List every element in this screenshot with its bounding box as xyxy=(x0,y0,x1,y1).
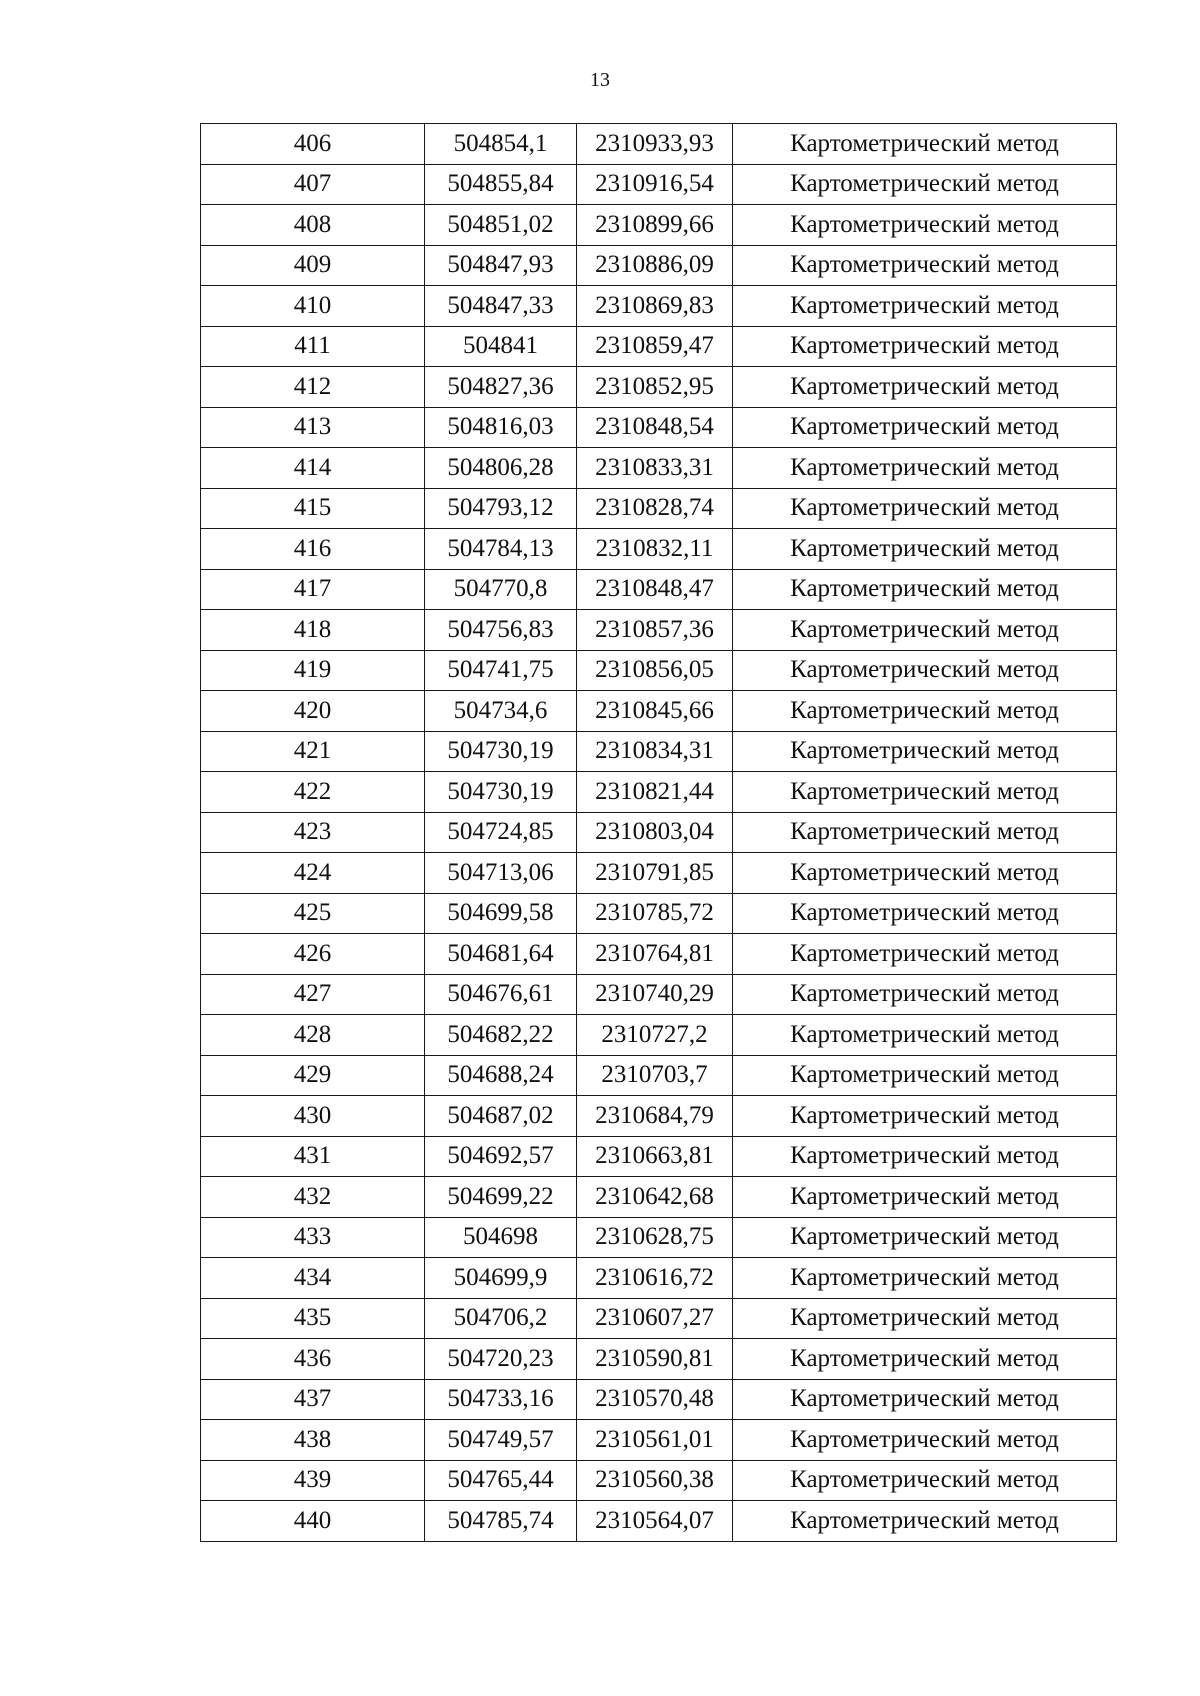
method-cell: Картометрический метод xyxy=(733,1379,1117,1420)
table-row xyxy=(201,934,1117,975)
table-row xyxy=(201,650,1117,691)
method-cell: Картометрический метод xyxy=(733,1055,1117,1096)
point-number-cell: 432 xyxy=(201,1177,425,1218)
method-cell: Картометрический метод xyxy=(733,853,1117,894)
x-coordinate-cell: 504854,1 xyxy=(425,124,577,165)
point-number-cell: 415 xyxy=(201,488,425,529)
y-coordinate-cell: 2310933,93 xyxy=(577,124,733,165)
point-number-cell: 421 xyxy=(201,731,425,772)
x-coordinate-cell: 504720,23 xyxy=(425,1339,577,1380)
x-coordinate-cell: 504698 xyxy=(425,1217,577,1258)
method-cell: Картометрический метод xyxy=(733,1217,1117,1258)
x-coordinate-cell: 504741,75 xyxy=(425,650,577,691)
method-cell: Картометрический метод xyxy=(733,1258,1117,1299)
table-row xyxy=(201,1379,1117,1420)
x-coordinate-cell: 504733,16 xyxy=(425,1379,577,1420)
table-row xyxy=(201,812,1117,853)
table-row xyxy=(201,1298,1117,1339)
y-coordinate-cell: 2310564,07 xyxy=(577,1501,733,1542)
method-cell: Картометрический метод xyxy=(733,650,1117,691)
x-coordinate-cell: 504699,9 xyxy=(425,1258,577,1299)
y-coordinate-cell: 2310869,83 xyxy=(577,286,733,327)
method-cell: Картометрический метод xyxy=(733,731,1117,772)
y-coordinate-cell: 2310727,2 xyxy=(577,1015,733,1056)
point-number-cell: 423 xyxy=(201,812,425,853)
y-coordinate-cell: 2310886,09 xyxy=(577,245,733,286)
y-coordinate-cell: 2310740,29 xyxy=(577,974,733,1015)
y-coordinate-cell: 2310859,47 xyxy=(577,326,733,367)
y-coordinate-cell: 2310845,66 xyxy=(577,691,733,732)
y-coordinate-cell: 2310616,72 xyxy=(577,1258,733,1299)
point-number-cell: 420 xyxy=(201,691,425,732)
table-row xyxy=(201,1136,1117,1177)
method-cell: Картометрический метод xyxy=(733,1136,1117,1177)
y-coordinate-cell: 2310848,47 xyxy=(577,569,733,610)
method-cell: Картометрический метод xyxy=(733,286,1117,327)
method-cell: Картометрический метод xyxy=(733,326,1117,367)
table-row xyxy=(201,407,1117,448)
method-cell: Картометрический метод xyxy=(733,610,1117,651)
x-coordinate-cell: 504784,13 xyxy=(425,529,577,570)
y-coordinate-cell: 2310899,66 xyxy=(577,205,733,246)
table-row xyxy=(201,448,1117,489)
table-row xyxy=(201,691,1117,732)
table-row xyxy=(201,1015,1117,1056)
point-number-cell: 439 xyxy=(201,1460,425,1501)
x-coordinate-cell: 504770,8 xyxy=(425,569,577,610)
y-coordinate-cell: 2310607,27 xyxy=(577,1298,733,1339)
y-coordinate-cell: 2310684,79 xyxy=(577,1096,733,1137)
point-number-cell: 416 xyxy=(201,529,425,570)
y-coordinate-cell: 2310628,75 xyxy=(577,1217,733,1258)
x-coordinate-cell: 504749,57 xyxy=(425,1420,577,1461)
method-cell: Картометрический метод xyxy=(733,488,1117,529)
point-number-cell: 408 xyxy=(201,205,425,246)
method-cell: Картометрический метод xyxy=(733,1015,1117,1056)
method-cell: Картометрический метод xyxy=(733,367,1117,408)
x-coordinate-cell: 504687,02 xyxy=(425,1096,577,1137)
y-coordinate-cell: 2310852,95 xyxy=(577,367,733,408)
y-coordinate-cell: 2310856,05 xyxy=(577,650,733,691)
x-coordinate-cell: 504713,06 xyxy=(425,853,577,894)
point-number-cell: 426 xyxy=(201,934,425,975)
y-coordinate-cell: 2310834,31 xyxy=(577,731,733,772)
point-number-cell: 437 xyxy=(201,1379,425,1420)
point-number-cell: 429 xyxy=(201,1055,425,1096)
table-row xyxy=(201,1420,1117,1461)
point-number-cell: 428 xyxy=(201,1015,425,1056)
coordinates-table xyxy=(200,123,1117,1542)
point-number-cell: 418 xyxy=(201,610,425,651)
method-cell: Картометрический метод xyxy=(733,448,1117,489)
point-number-cell: 430 xyxy=(201,1096,425,1137)
method-cell: Картометрический метод xyxy=(733,1501,1117,1542)
point-number-cell: 434 xyxy=(201,1258,425,1299)
point-number-cell: 438 xyxy=(201,1420,425,1461)
x-coordinate-cell: 504688,24 xyxy=(425,1055,577,1096)
point-number-cell: 433 xyxy=(201,1217,425,1258)
method-cell: Картометрический метод xyxy=(733,1460,1117,1501)
table-row xyxy=(201,286,1117,327)
y-coordinate-cell: 2310821,44 xyxy=(577,772,733,813)
point-number-cell: 410 xyxy=(201,286,425,327)
table-row xyxy=(201,1460,1117,1501)
y-coordinate-cell: 2310703,7 xyxy=(577,1055,733,1096)
y-coordinate-cell: 2310857,36 xyxy=(577,610,733,651)
point-number-cell: 427 xyxy=(201,974,425,1015)
method-cell: Картометрический метод xyxy=(733,124,1117,165)
x-coordinate-cell: 504851,02 xyxy=(425,205,577,246)
table-row xyxy=(201,245,1117,286)
x-coordinate-cell: 504730,19 xyxy=(425,731,577,772)
x-coordinate-cell: 504734,6 xyxy=(425,691,577,732)
y-coordinate-cell: 2310803,04 xyxy=(577,812,733,853)
coordinates-table-body xyxy=(201,124,1117,1542)
method-cell: Картометрический метод xyxy=(733,691,1117,732)
method-cell: Картометрический метод xyxy=(733,974,1117,1015)
x-coordinate-cell: 504692,57 xyxy=(425,1136,577,1177)
table-row xyxy=(201,1501,1117,1542)
method-cell: Картометрический метод xyxy=(733,893,1117,934)
point-number-cell: 422 xyxy=(201,772,425,813)
table-row xyxy=(201,164,1117,205)
x-coordinate-cell: 504699,22 xyxy=(425,1177,577,1218)
point-number-cell: 431 xyxy=(201,1136,425,1177)
x-coordinate-cell: 504756,83 xyxy=(425,610,577,651)
point-number-cell: 413 xyxy=(201,407,425,448)
y-coordinate-cell: 2310832,11 xyxy=(577,529,733,570)
page-number: 13 xyxy=(590,69,610,91)
point-number-cell: 425 xyxy=(201,893,425,934)
x-coordinate-cell: 504841 xyxy=(425,326,577,367)
method-cell: Картометрический метод xyxy=(733,812,1117,853)
table-row xyxy=(201,772,1117,813)
x-coordinate-cell: 504827,36 xyxy=(425,367,577,408)
table-row xyxy=(201,1339,1117,1380)
method-cell: Картометрический метод xyxy=(733,1096,1117,1137)
y-coordinate-cell: 2310560,38 xyxy=(577,1460,733,1501)
x-coordinate-cell: 504676,61 xyxy=(425,974,577,1015)
table-row xyxy=(201,569,1117,610)
table-row xyxy=(201,1096,1117,1137)
table-row xyxy=(201,731,1117,772)
point-number-cell: 407 xyxy=(201,164,425,205)
table-row xyxy=(201,1217,1117,1258)
table-row xyxy=(201,367,1117,408)
x-coordinate-cell: 504682,22 xyxy=(425,1015,577,1056)
table-row xyxy=(201,529,1117,570)
x-coordinate-cell: 504681,64 xyxy=(425,934,577,975)
x-coordinate-cell: 504816,03 xyxy=(425,407,577,448)
y-coordinate-cell: 2310561,01 xyxy=(577,1420,733,1461)
point-number-cell: 436 xyxy=(201,1339,425,1380)
table-row xyxy=(201,610,1117,651)
point-number-cell: 417 xyxy=(201,569,425,610)
y-coordinate-cell: 2310848,54 xyxy=(577,407,733,448)
x-coordinate-cell: 504699,58 xyxy=(425,893,577,934)
table-row xyxy=(201,326,1117,367)
x-coordinate-cell: 504847,33 xyxy=(425,286,577,327)
x-coordinate-cell: 504847,93 xyxy=(425,245,577,286)
method-cell: Картометрический метод xyxy=(733,164,1117,205)
table-row xyxy=(201,1258,1117,1299)
point-number-cell: 406 xyxy=(201,124,425,165)
x-coordinate-cell: 504765,44 xyxy=(425,1460,577,1501)
x-coordinate-cell: 504785,74 xyxy=(425,1501,577,1542)
table-row xyxy=(201,488,1117,529)
y-coordinate-cell: 2310916,54 xyxy=(577,164,733,205)
point-number-cell: 412 xyxy=(201,367,425,408)
method-cell: Картометрический метод xyxy=(733,1420,1117,1461)
method-cell: Картометрический метод xyxy=(733,407,1117,448)
table-row xyxy=(201,853,1117,894)
point-number-cell: 409 xyxy=(201,245,425,286)
method-cell: Картометрический метод xyxy=(733,1339,1117,1380)
method-cell: Картометрический метод xyxy=(733,1177,1117,1218)
table-row xyxy=(201,974,1117,1015)
x-coordinate-cell: 504793,12 xyxy=(425,488,577,529)
y-coordinate-cell: 2310663,81 xyxy=(577,1136,733,1177)
x-coordinate-cell: 504706,2 xyxy=(425,1298,577,1339)
y-coordinate-cell: 2310570,48 xyxy=(577,1379,733,1420)
x-coordinate-cell: 504724,85 xyxy=(425,812,577,853)
method-cell: Картометрический метод xyxy=(733,1298,1117,1339)
y-coordinate-cell: 2310828,74 xyxy=(577,488,733,529)
y-coordinate-cell: 2310642,68 xyxy=(577,1177,733,1218)
method-cell: Картометрический метод xyxy=(733,245,1117,286)
x-coordinate-cell: 504855,84 xyxy=(425,164,577,205)
method-cell: Картометрический метод xyxy=(733,569,1117,610)
table-row xyxy=(201,205,1117,246)
y-coordinate-cell: 2310833,31 xyxy=(577,448,733,489)
method-cell: Картометрический метод xyxy=(733,529,1117,570)
point-number-cell: 411 xyxy=(201,326,425,367)
table-row xyxy=(201,1177,1117,1218)
y-coordinate-cell: 2310590,81 xyxy=(577,1339,733,1380)
table-row xyxy=(201,124,1117,165)
point-number-cell: 440 xyxy=(201,1501,425,1542)
point-number-cell: 435 xyxy=(201,1298,425,1339)
y-coordinate-cell: 2310785,72 xyxy=(577,893,733,934)
method-cell: Картометрический метод xyxy=(733,772,1117,813)
point-number-cell: 414 xyxy=(201,448,425,489)
point-number-cell: 419 xyxy=(201,650,425,691)
x-coordinate-cell: 504806,28 xyxy=(425,448,577,489)
table-row xyxy=(201,1055,1117,1096)
table-row xyxy=(201,893,1117,934)
method-cell: Картометрический метод xyxy=(733,205,1117,246)
y-coordinate-cell: 2310791,85 xyxy=(577,853,733,894)
method-cell: Картометрический метод xyxy=(733,934,1117,975)
y-coordinate-cell: 2310764,81 xyxy=(577,934,733,975)
x-coordinate-cell: 504730,19 xyxy=(425,772,577,813)
point-number-cell: 424 xyxy=(201,853,425,894)
